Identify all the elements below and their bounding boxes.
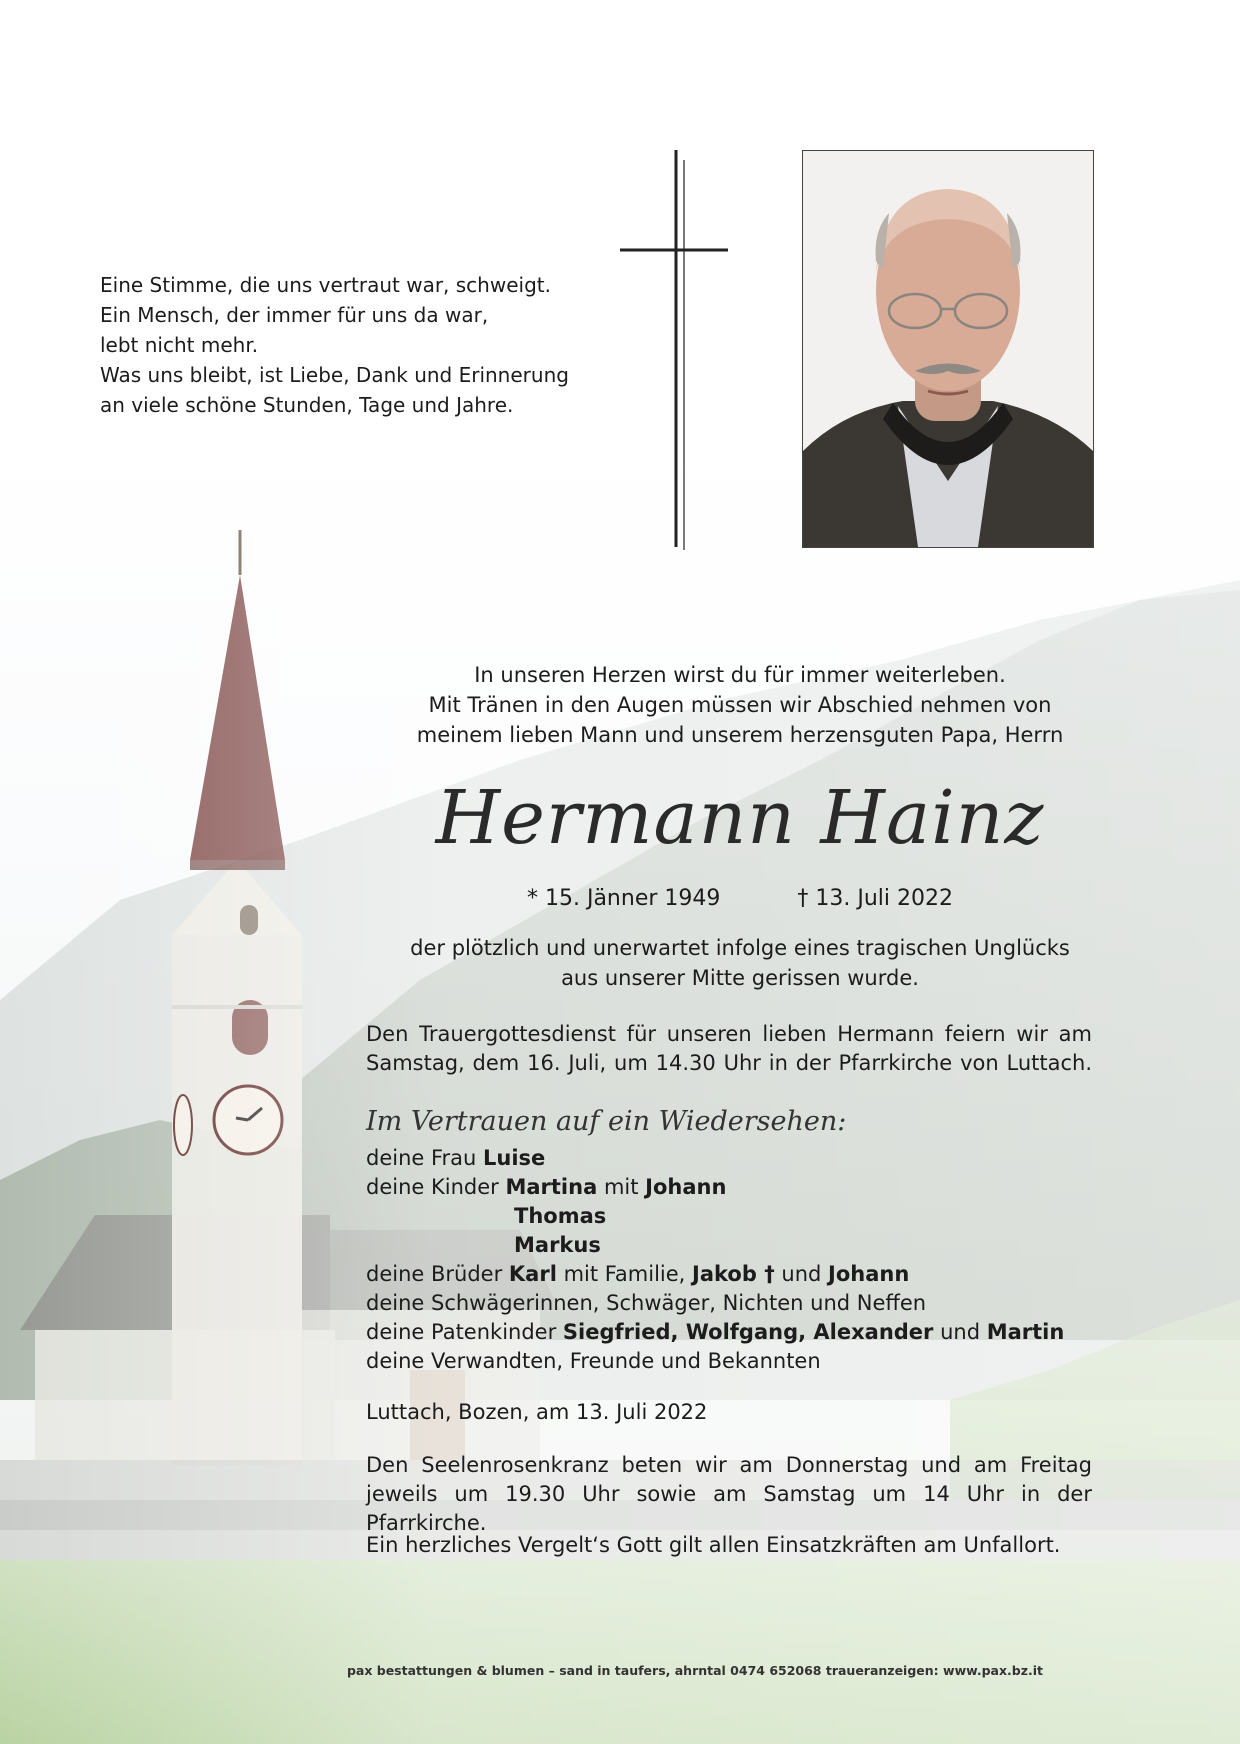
- birth-date: * 15. Jänner 1949: [526, 886, 721, 911]
- poem-line: lebt nicht mehr.: [100, 333, 259, 357]
- partner-name: Johann: [645, 1175, 727, 1199]
- family-row-relatives: deine Verwandten, Freunde und Bekannten: [366, 1349, 821, 1373]
- label: deine Patenkinder: [366, 1320, 563, 1344]
- child-name: Thomas: [514, 1204, 607, 1228]
- portrait-photo: [802, 150, 1094, 548]
- rosary-notice: [366, 1451, 1092, 1538]
- rosary-line: Den Seelenrosenkranz beten wir am Donnerstag und am Freitag: [366, 1453, 1092, 1477]
- poem-block: [100, 270, 569, 420]
- thanks-note: Ein herzliches Vergelt‘s Gott gilt allen Einsatzkräften am Unfallort.: [366, 1533, 1061, 1557]
- brother-name: Jakob †: [692, 1262, 775, 1286]
- intro-line: In unseren Herzen wirst du für immer weiterleben.: [474, 663, 1006, 687]
- family-row-brothers: [366, 1260, 1064, 1289]
- brother-name: Johann: [828, 1262, 910, 1286]
- wife-name: Luise: [483, 1146, 546, 1170]
- funeral-service: [366, 1020, 1092, 1078]
- poem-line: Eine Stimme, die uns vertraut war, schweigt.: [100, 273, 551, 297]
- child-name: Martina: [505, 1175, 598, 1199]
- label: deine Brüder: [366, 1262, 509, 1286]
- circumstance-line: aus unserer Mitte gerissen wurde.: [561, 966, 919, 990]
- family-row-child: [366, 1202, 1064, 1231]
- godchildren-names: Siegfried, Wolfgang, Alexander: [562, 1320, 934, 1344]
- family-heading: Im Vertrauen auf ein Wiedersehen:: [366, 1106, 847, 1137]
- intro-line: Mit Tränen in den Augen müssen wir Abschied nehmen von: [428, 693, 1052, 717]
- family-row-inlaws: deine Schwägerinnen, Schwäger, Nichten und Neffen: [366, 1291, 927, 1315]
- connector: mit Familie,: [556, 1262, 693, 1286]
- service-line: Den Trauergottesdienst für unseren lieben Hermann feiern wir am: [366, 1022, 1092, 1046]
- death-date: † 13. Juli 2022: [797, 886, 954, 911]
- poem-line: Was uns bleibt, ist Liebe, Dank und Erinnerung: [100, 363, 569, 387]
- label: deine Kinder: [366, 1175, 506, 1199]
- intro-line: meinem lieben Mann und unserem herzensguten Papa, Herrn: [416, 723, 1064, 747]
- family-row-wife: [366, 1144, 1064, 1173]
- connector: und: [933, 1320, 987, 1344]
- deceased-name: Hermann Hainz: [435, 775, 1045, 861]
- godchild-name: Martin: [986, 1320, 1065, 1344]
- life-dates: [360, 884, 1120, 914]
- family-row-children: [366, 1173, 1064, 1202]
- poem-line: Ein Mensch, der immer für uns da war,: [100, 303, 489, 327]
- place-date: Luttach, Bozen, am 13. Juli 2022: [366, 1400, 708, 1424]
- label: deine Frau: [366, 1146, 484, 1170]
- connector: mit: [597, 1175, 646, 1199]
- intro-text: [360, 660, 1120, 750]
- brother-name: Karl: [508, 1262, 557, 1286]
- rosary-line: jeweils um 19.30 Uhr sowie am Samstag um 14 Uhr in der Pfarrkirche.: [366, 1482, 1092, 1535]
- undertaker-footer: pax bestattungen & blumen – sand in taufers, ahrntal 0474 652068 traueranzeigen: www.pax.bz.it: [346, 1663, 1044, 1678]
- cross-icon: [618, 150, 728, 550]
- service-line: Samstag, dem 16. Juli, um 14.30 Uhr in der Pfarrkirche von Luttach.: [366, 1051, 1092, 1075]
- family-list: [366, 1144, 1064, 1376]
- family-row-godchildren: [366, 1318, 1064, 1347]
- connector: und: [774, 1262, 829, 1286]
- child-name: Markus: [514, 1233, 601, 1257]
- circumstance-line: der plötzlich und unerwartet infolge eines tragischen Unglücks: [410, 936, 1070, 960]
- family-row-child: [366, 1231, 1064, 1260]
- poem-line: an viele schöne Stunden, Tage und Jahre.: [100, 393, 514, 417]
- death-circumstance: [360, 933, 1120, 993]
